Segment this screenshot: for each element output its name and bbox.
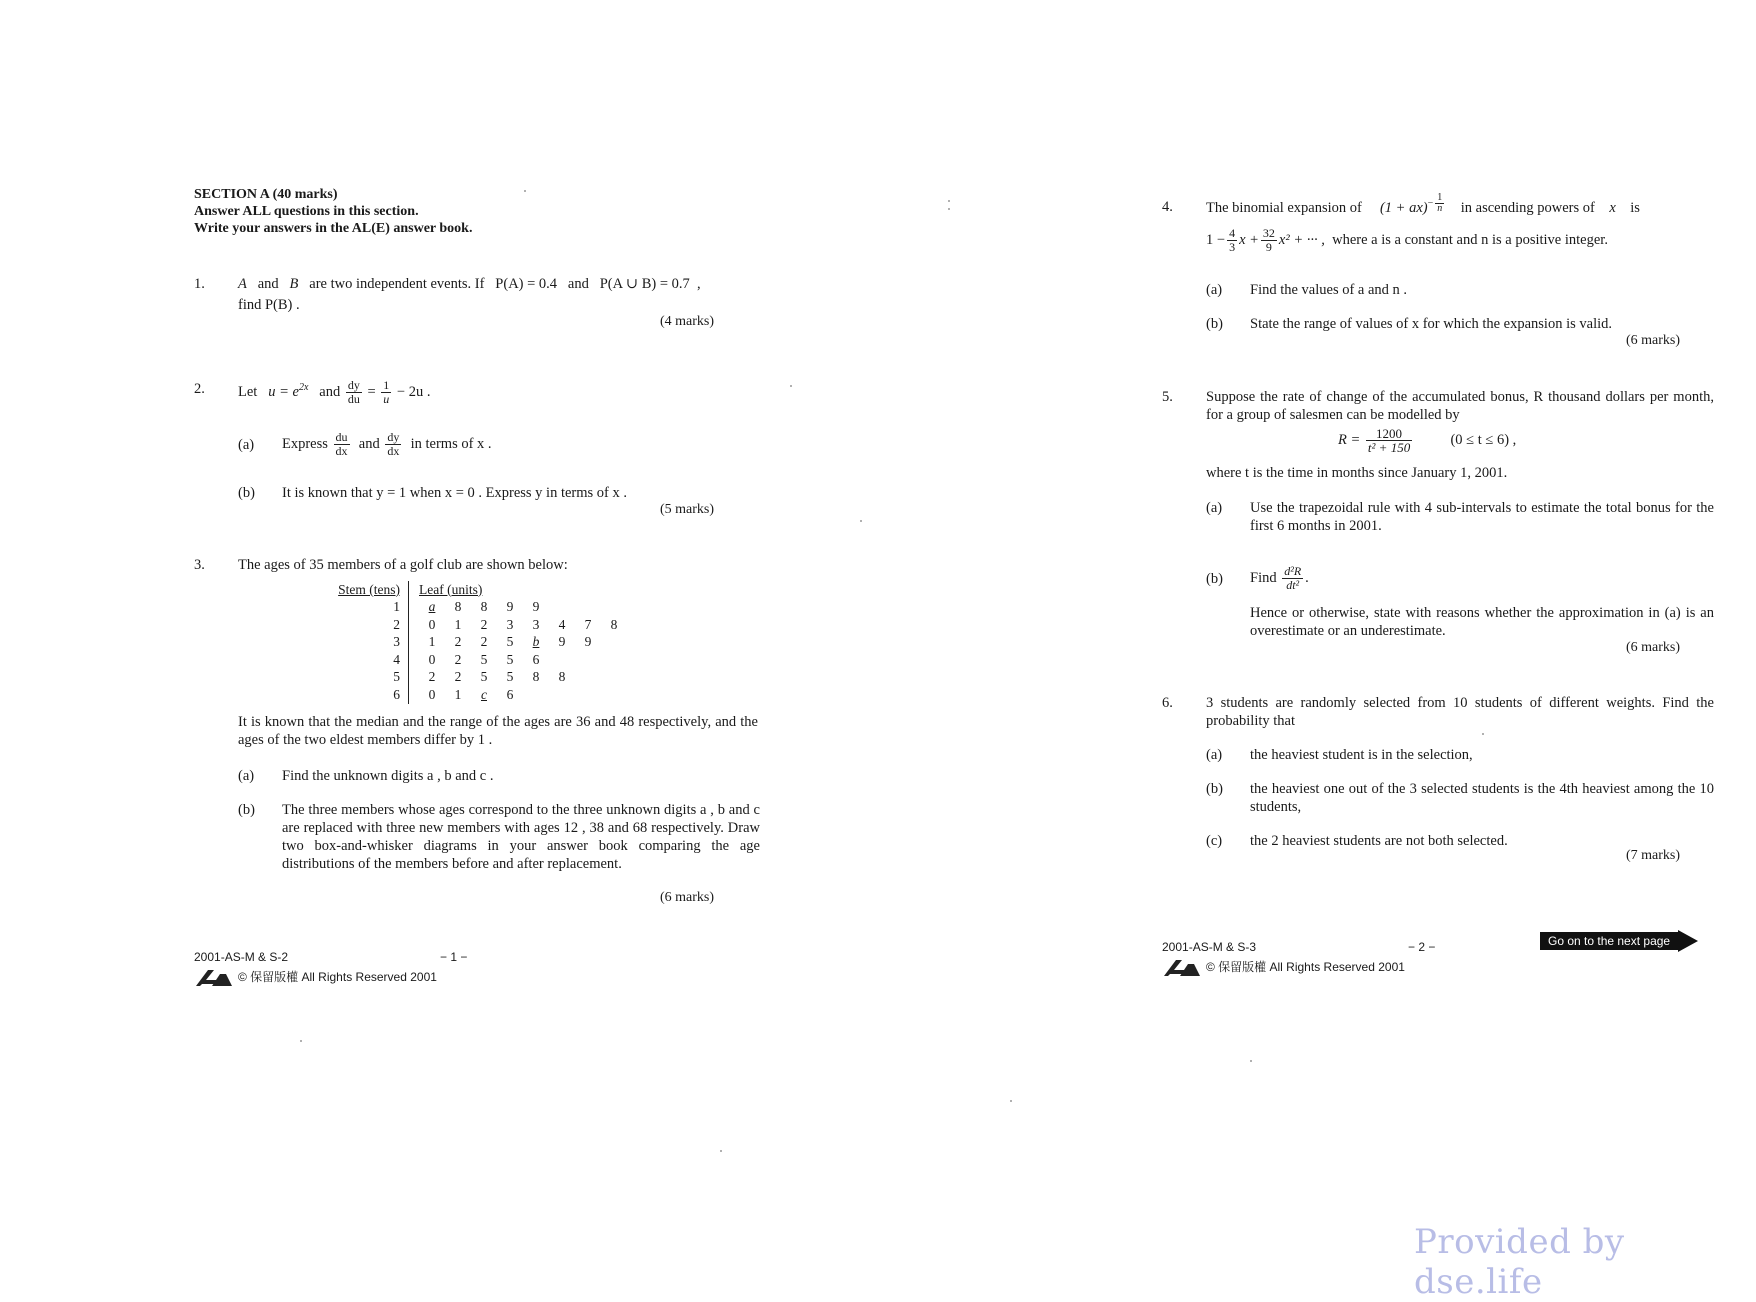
q5b-text: Hence or otherwise, state with reasons whether the approximation in (a) is an overestimate or an underestimate. xyxy=(1250,605,1714,639)
right-page-number: − 2 − xyxy=(1408,940,1436,954)
q6-intro: 3 students are randomly selected from 10 students of different weights. Find the probability that xyxy=(1206,695,1714,729)
q4a-label: (a) xyxy=(1206,282,1223,298)
one-over-u-fraction: $\frac{1}{u}$ xyxy=(383,378,390,406)
leaf-value: 1 xyxy=(428,634,436,650)
leaf-value: 0 xyxy=(428,651,436,667)
instruction-1: Answer ALL questions in this section. xyxy=(194,204,419,219)
leaf-value: c xyxy=(481,686,487,702)
leaf-value: 1 xyxy=(454,686,462,702)
q3-number: 3. xyxy=(194,557,205,573)
q5-marks: (6 marks) xyxy=(1626,640,1681,655)
left-copyright: © 保留版權 All Rights Reserved 2001 xyxy=(238,970,437,984)
stem-value: 2 xyxy=(393,616,400,632)
next-page-arrow[interactable] xyxy=(1540,926,1698,956)
leaf-value: 9 xyxy=(584,634,592,650)
leaf-value: a xyxy=(428,599,436,615)
stem-leaf-row xyxy=(326,669,627,687)
leaf-value: 6 xyxy=(532,651,540,667)
leaf-value: 2 xyxy=(480,616,488,632)
q4a-text: Find the values of a and n . xyxy=(1250,282,1408,298)
q5b-label: (b) xyxy=(1206,571,1223,587)
leaf-value: 2 xyxy=(454,634,462,650)
leaf-value: 3 xyxy=(532,616,540,632)
leaf-value: 4 xyxy=(558,616,566,632)
leaf-value: 6 xyxy=(506,686,514,702)
stem-value: 6 xyxy=(393,686,400,702)
right-footer-logo xyxy=(1162,956,1202,983)
q5b-find: Find $\frac{\text{d²R}}{\text{dt²}}$ . xyxy=(1250,564,1309,593)
leaf-value: 8 xyxy=(610,616,618,632)
stem-leaf-rows xyxy=(326,599,627,704)
q5-where: where t is the time in months since January 1, 2001. xyxy=(1206,465,1508,481)
q3-known: It is known that the median and the range of the ages are 36 and 48 respectively, and the ages of the two eldest members differ by 1 . xyxy=(238,714,758,748)
q2b-label: (b) xyxy=(238,485,255,501)
stem-leaf-row xyxy=(326,651,627,669)
leaf-value: b xyxy=(532,634,540,650)
leaf-value: 2 xyxy=(454,669,462,685)
stem-leaf-row xyxy=(326,634,627,652)
q3b-text: The three members whose ages correspond to the three unknown digits a , b and c are replaced with three new members with ages 12 , 38 and 68 respectively. Draw two box-and-whisker diagrams in your answer book comparing the age distributions of the members before and after replacement. xyxy=(282,802,760,872)
stem-leaf-row xyxy=(326,686,627,704)
q6b-label: (b) xyxy=(1206,781,1223,797)
leaf-value: 9 xyxy=(506,599,514,615)
leaf-value: 5 xyxy=(506,651,514,667)
q2-number: 2. xyxy=(194,381,205,397)
leaf-value: 0 xyxy=(428,686,436,702)
next-page-label: Go on to the next page xyxy=(1540,932,1678,950)
leaf-value: 2 xyxy=(454,651,462,667)
q2-definition: Let $u = e^{2x}$ and $\frac{dy}{du}$ = $\frac{1}{u}$ − 2u . xyxy=(238,378,431,406)
leaf-value: 9 xyxy=(558,634,566,650)
q6c-text: the 2 heaviest students are not both selected. xyxy=(1250,833,1508,849)
q4-marks: (6 marks) xyxy=(1626,333,1681,348)
instruction-2: Write your answers in the AL(E) answer book. xyxy=(194,221,473,236)
leaf-value: 0 xyxy=(428,616,436,632)
leaf-value: 1 xyxy=(454,616,462,632)
q4b-label: (b) xyxy=(1206,316,1223,332)
watermark: Provided by dse.life xyxy=(1414,1222,1625,1302)
section-title: SECTION A (40 marks) xyxy=(194,187,338,202)
leaf-value: 8 xyxy=(454,599,462,615)
q2a-label: (a) xyxy=(238,437,255,453)
hkeaa-logo-icon xyxy=(1162,956,1202,978)
q6c-label: (c) xyxy=(1206,833,1223,849)
left-footer-code: 2001-AS-M & S-2 xyxy=(194,950,289,964)
q6-number: 6. xyxy=(1162,695,1173,711)
q3a-text: Find the unknown digits a , b and c . xyxy=(282,768,494,784)
stem-leaf-table xyxy=(326,581,627,704)
left-page-number: − 1 − xyxy=(440,950,468,964)
q4-line1: The binomial expansion of (1 + ax)$^{- \frac{1}{n}}$ in ascending powers of x is xyxy=(1206,192,1640,216)
q5a-label: (a) xyxy=(1206,500,1223,516)
left-footer-logo xyxy=(194,966,234,993)
q5a-text: Use the trapezoidal rule with 4 sub-intervals to estimate the total bonus for the first 6 months in 2001. xyxy=(1250,500,1714,534)
q6-marks: (7 marks) xyxy=(1626,848,1681,863)
q5-number: 5. xyxy=(1162,389,1173,405)
q4b-text: State the range of values of x for which the expansion is valid. xyxy=(1250,316,1612,332)
leaf-header: Leaf (units) xyxy=(419,581,483,597)
leaf-value: 5 xyxy=(480,651,488,667)
q3-intro: The ages of 35 members of a golf club are shown below: xyxy=(238,557,568,573)
stem-and-leaf-diagram xyxy=(326,581,627,704)
q5-intro: Suppose the rate of change of the accumulated bonus, R thousand dollars per month, for a group of salesmen can be modelled by xyxy=(1206,389,1714,423)
q3b-label: (b) xyxy=(238,802,255,818)
q1-line1: A and B are two independent events. If P(A) = 0.4 and P(A ∪ B) = 0.7 , xyxy=(238,276,701,292)
stem-value: 3 xyxy=(393,634,400,650)
stem-value: 1 xyxy=(393,599,400,615)
q4-line2: 1 − $\frac{4}{3}$ x + $\frac{32}{9}$ x² + ··· , where a is a constant and n is a positive integer. xyxy=(1206,226,1608,255)
q3-marks: (6 marks) xyxy=(660,890,715,905)
q2b-text: It is known that y = 1 when x = 0 . Express y in terms of x . xyxy=(282,485,627,501)
leaf-value: 7 xyxy=(584,616,592,632)
q1-number: 1. xyxy=(194,276,205,292)
stem-header: Stem (tens) xyxy=(338,581,400,597)
stem-value: 5 xyxy=(393,669,400,685)
leaf-value: 5 xyxy=(480,669,488,685)
q1-line2: find P(B) . xyxy=(238,297,300,313)
q1-marks: (4 marks) xyxy=(660,314,715,329)
leaf-value: 8 xyxy=(532,669,540,685)
q3a-label: (a) xyxy=(238,768,255,784)
q4-number: 4. xyxy=(1162,199,1173,215)
right-copyright: © 保留版權 All Rights Reserved 2001 xyxy=(1206,960,1405,974)
stem-leaf-row xyxy=(326,616,627,634)
leaf-value: 9 xyxy=(532,599,540,615)
q2-marks: (5 marks) xyxy=(660,502,715,517)
leaf-value: 5 xyxy=(506,634,514,650)
q6b-text: the heaviest one out of the 3 selected students is the 4th heaviest among the 10 students, xyxy=(1250,781,1714,815)
right-footer-code: 2001-AS-M & S-3 xyxy=(1162,940,1257,954)
dy-du-fraction: $\frac{dy}{du}$ xyxy=(347,378,360,406)
leaf-value: 3 xyxy=(506,616,514,632)
leaf-value: 2 xyxy=(428,669,436,685)
stem-value: 4 xyxy=(393,651,400,667)
arrow-right-icon xyxy=(1678,926,1698,956)
q2a-text: Express $\frac{du}{dx}$ and $\frac{dy}{dx}$ in terms of x . xyxy=(282,430,492,459)
q6a-text: the heaviest student is in the selection, xyxy=(1250,747,1473,763)
q5-model: R = $\frac{1200}{\text{t² + 150}}$ (0 ≤ t ≤ 6) , xyxy=(1338,426,1517,456)
leaf-value: 8 xyxy=(480,599,488,615)
stem-leaf-row xyxy=(326,599,627,617)
leaf-value: 8 xyxy=(558,669,566,685)
hkeaa-logo-icon xyxy=(194,966,234,988)
q6a-label: (a) xyxy=(1206,747,1223,763)
leaf-value: 2 xyxy=(480,634,488,650)
leaf-value: 5 xyxy=(506,669,514,685)
